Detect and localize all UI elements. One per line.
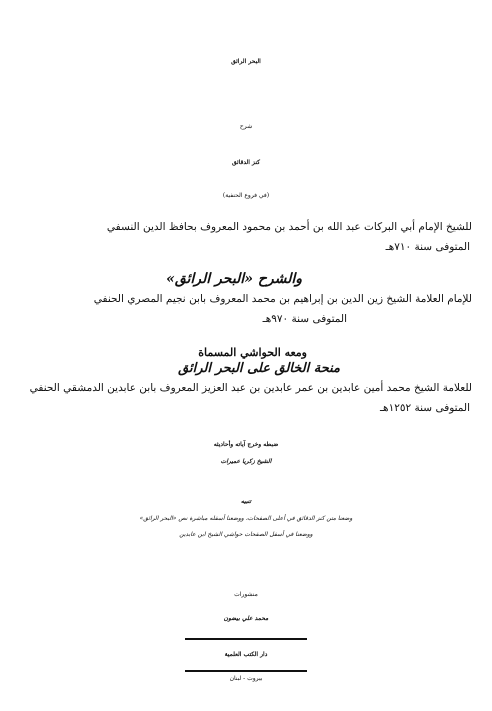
commentary-death-date: المتوفى سنة ٩٧٠هـ xyxy=(262,313,347,325)
author-line: للشيخ الإمام أبي البركات عبد الله بن أحمد بن محمود المعروف بحافظ الدين النسفي xyxy=(106,221,472,233)
main-title: البحر الرائق xyxy=(231,58,261,65)
hashiya-intro: ومعه الحواشي المسماة xyxy=(198,346,307,359)
note-line-1: وضعنا متن كنز الدقائق في أعلى الصفحات، ووضعنا أسفله مباشرة نص «البحر الرائق» xyxy=(139,515,353,522)
hashiya-author: للعلامة الشيخ محمد أمين عابدين بن عمر عابدين بن عبد العزيز المعروف بابن عابدين الدمشقي الحنفي xyxy=(29,382,472,394)
madhhab-line: (في فروع الحنفية) xyxy=(222,192,270,199)
author-death-date: المتوفى سنة ٧١٠هـ xyxy=(385,241,470,253)
publisher-name: محمد علي بيضون xyxy=(223,615,269,622)
commentary-title: والشرح «البحر الرائق» xyxy=(166,271,302,287)
publisher-label: منشورات xyxy=(234,591,258,598)
note-label: تنبيه xyxy=(240,498,252,505)
commentary-author: للإمام العلامة الشيخ زين الدين بن إبراهيم بن محمد المعروف بابن نجيم المصري الحنفي xyxy=(93,293,472,305)
editor-intro: ضبطه وخرج آياته وأحاديثه xyxy=(213,441,279,448)
sharh-label: شرح xyxy=(239,123,253,130)
hashiya-title: منحة الخالق على البحر الرائق xyxy=(178,361,340,376)
publisher-city: بيروت - لبنان xyxy=(229,675,263,682)
hashiya-death-date: المتوفى سنة ١٢٥٢هـ xyxy=(379,402,470,414)
publisher-house-logo: دار الكتب العلمية xyxy=(224,651,268,658)
editor-name: الشيخ زكريا عميرات xyxy=(220,458,272,465)
sub-title: كنز الدقائق xyxy=(231,159,261,166)
note-line-2: ووضعنا في أسفل الصفحات حواشي الشيخ ابن عابدين xyxy=(179,531,313,538)
